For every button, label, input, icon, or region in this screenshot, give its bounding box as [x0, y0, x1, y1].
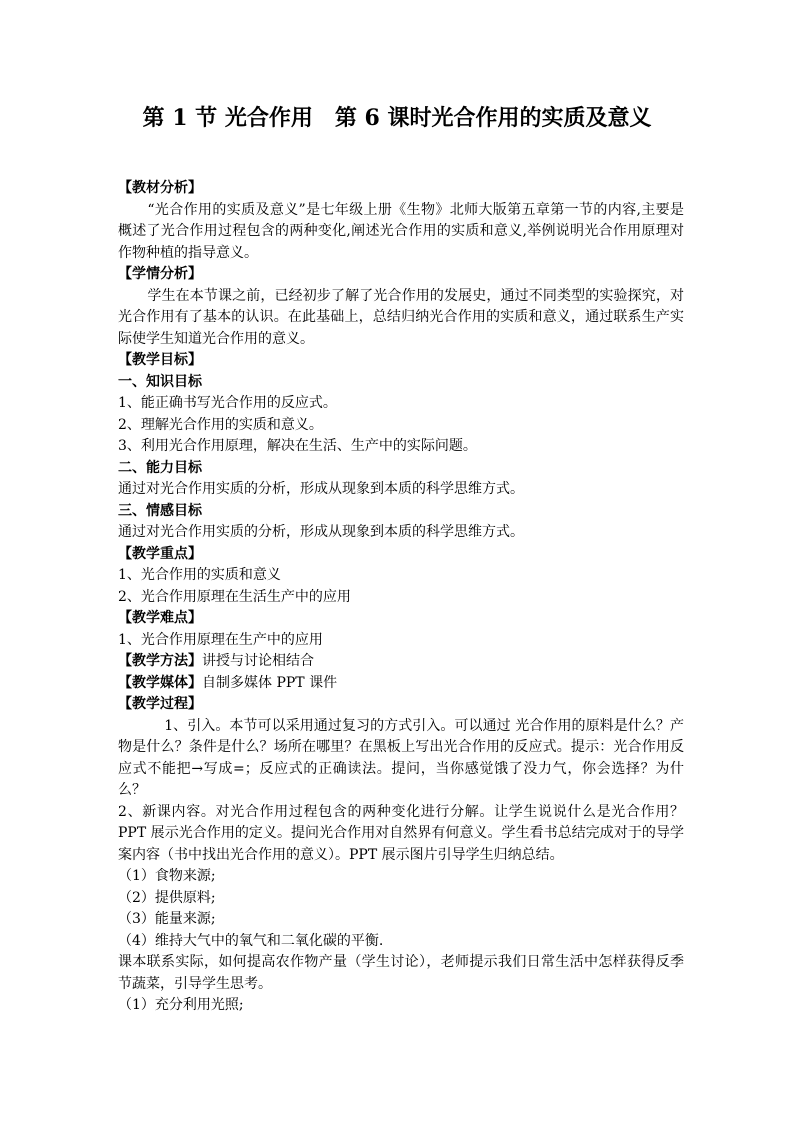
heading-ability-objectives: 二、能力目标 — [118, 459, 202, 476]
heading-difficulties: 【教学难点】 — [118, 610, 202, 626]
heading-emotion-objectives: 三、情感目标 — [118, 502, 202, 519]
heading-key-points: 【教学重点】 — [118, 545, 202, 562]
media-line — [118, 673, 684, 695]
heading-media: 【教学媒体】 — [118, 674, 202, 691]
key-point-item: 2、光合作用原理在生活生产中的应用 — [118, 588, 351, 605]
page-title — [0, 100, 794, 136]
meaning-item: （2）提供原料; — [118, 889, 216, 906]
heading-knowledge-objectives: 一、知识目标 — [118, 373, 202, 390]
difficulty-item: 1、光合作用原理在生产中的应用 — [118, 631, 323, 648]
emotion-objective-body: 通过对光合作用实质的分析，形成从现象到本质的科学思维方式。 — [118, 524, 524, 540]
method-body: 讲授与讨论相结合 — [202, 653, 314, 669]
method-line — [118, 651, 684, 673]
student-analysis-body: 学生在本节课之前，已经初步了解了光合作用的发展史，通过不同类型的实验探究，对光合作用有了基本的认识。在此基础上，总结归纳光合作用的实质和意义，通过联系生产实际使学生知道光合作用的意义。 — [118, 287, 684, 347]
key-point-item: 1、光合作用的实质和意义 — [118, 567, 281, 583]
process-step-1: 1、引入。本节可以采用通过复习的方式引入。可以通过 光合作用的原料是什么？产物是什么？条件是什么？场所在哪里？在黑板上写出光合作用的反应式。提示：光合作用反应式不能把→写成=；反应式的正确读法。提问，当你感觉饿了没力气，你会选择？为什么？ — [118, 717, 684, 798]
heading-objectives: 【教学目标】 — [118, 352, 202, 368]
knowledge-item: 2、理解光合作用的实质和意义。 — [118, 416, 323, 433]
heading-student-analysis: 【学情分析】 — [118, 266, 202, 282]
document-body — [118, 178, 684, 1017]
title-lesson: 第 6 课时光合作用的实质及意义 — [334, 105, 652, 131]
heading-process: 【教学过程】 — [118, 696, 202, 712]
heading-method: 【教学方法】 — [118, 653, 202, 669]
meaning-item: （1）食物来源; — [118, 868, 216, 884]
knowledge-item: 1、能正确书写光合作用的反应式。 — [118, 395, 337, 411]
process-practice: 课本联系实际，如何提高农作物产量（学生讨论），老师提示我们日常生活中怎样获得反季节蔬菜，引导学生思考。 — [118, 954, 684, 992]
title-section: 第 1 节 光合作用 — [142, 105, 313, 131]
meaning-item: （3）能量来源; — [118, 911, 216, 927]
ability-objective-body: 通过对光合作用实质的分析，形成从现象到本质的科学思维方式。 — [118, 481, 524, 497]
practice-item: （1）充分利用光照; — [118, 997, 244, 1013]
process-step-2: 2、新课内容。对光合作用过程包含的两种变化进行分解。让学生说说什么是光合作用？PPT 展示光合作用的定义。提问光合作用对自然界有何意义。学生看书总结完成对于的导学案内容（书中找出光合作用的意义）。PPT 展示图片引导学生归纳总结。 — [118, 803, 684, 863]
knowledge-item: 3、利用光合作用原理，解决在生活、生产中的实际问题。 — [118, 438, 477, 454]
textbook-analysis-body: “光合作用的实质及意义”是七年级上册《生物》北师大版第五章第一节的内容,主要是概述了光合作用过程包含的两种变化,阐述光合作用的实质和意义,举例说明光合作用原理对作物种植的指导意义。 — [118, 201, 684, 261]
media-body: 自制多媒体 PPT 课件 — [202, 674, 338, 691]
heading-textbook-analysis: 【教材分析】 — [118, 180, 202, 196]
meaning-item: （4）维持大气中的氧气和二氧化碳的平衡. — [118, 932, 384, 949]
